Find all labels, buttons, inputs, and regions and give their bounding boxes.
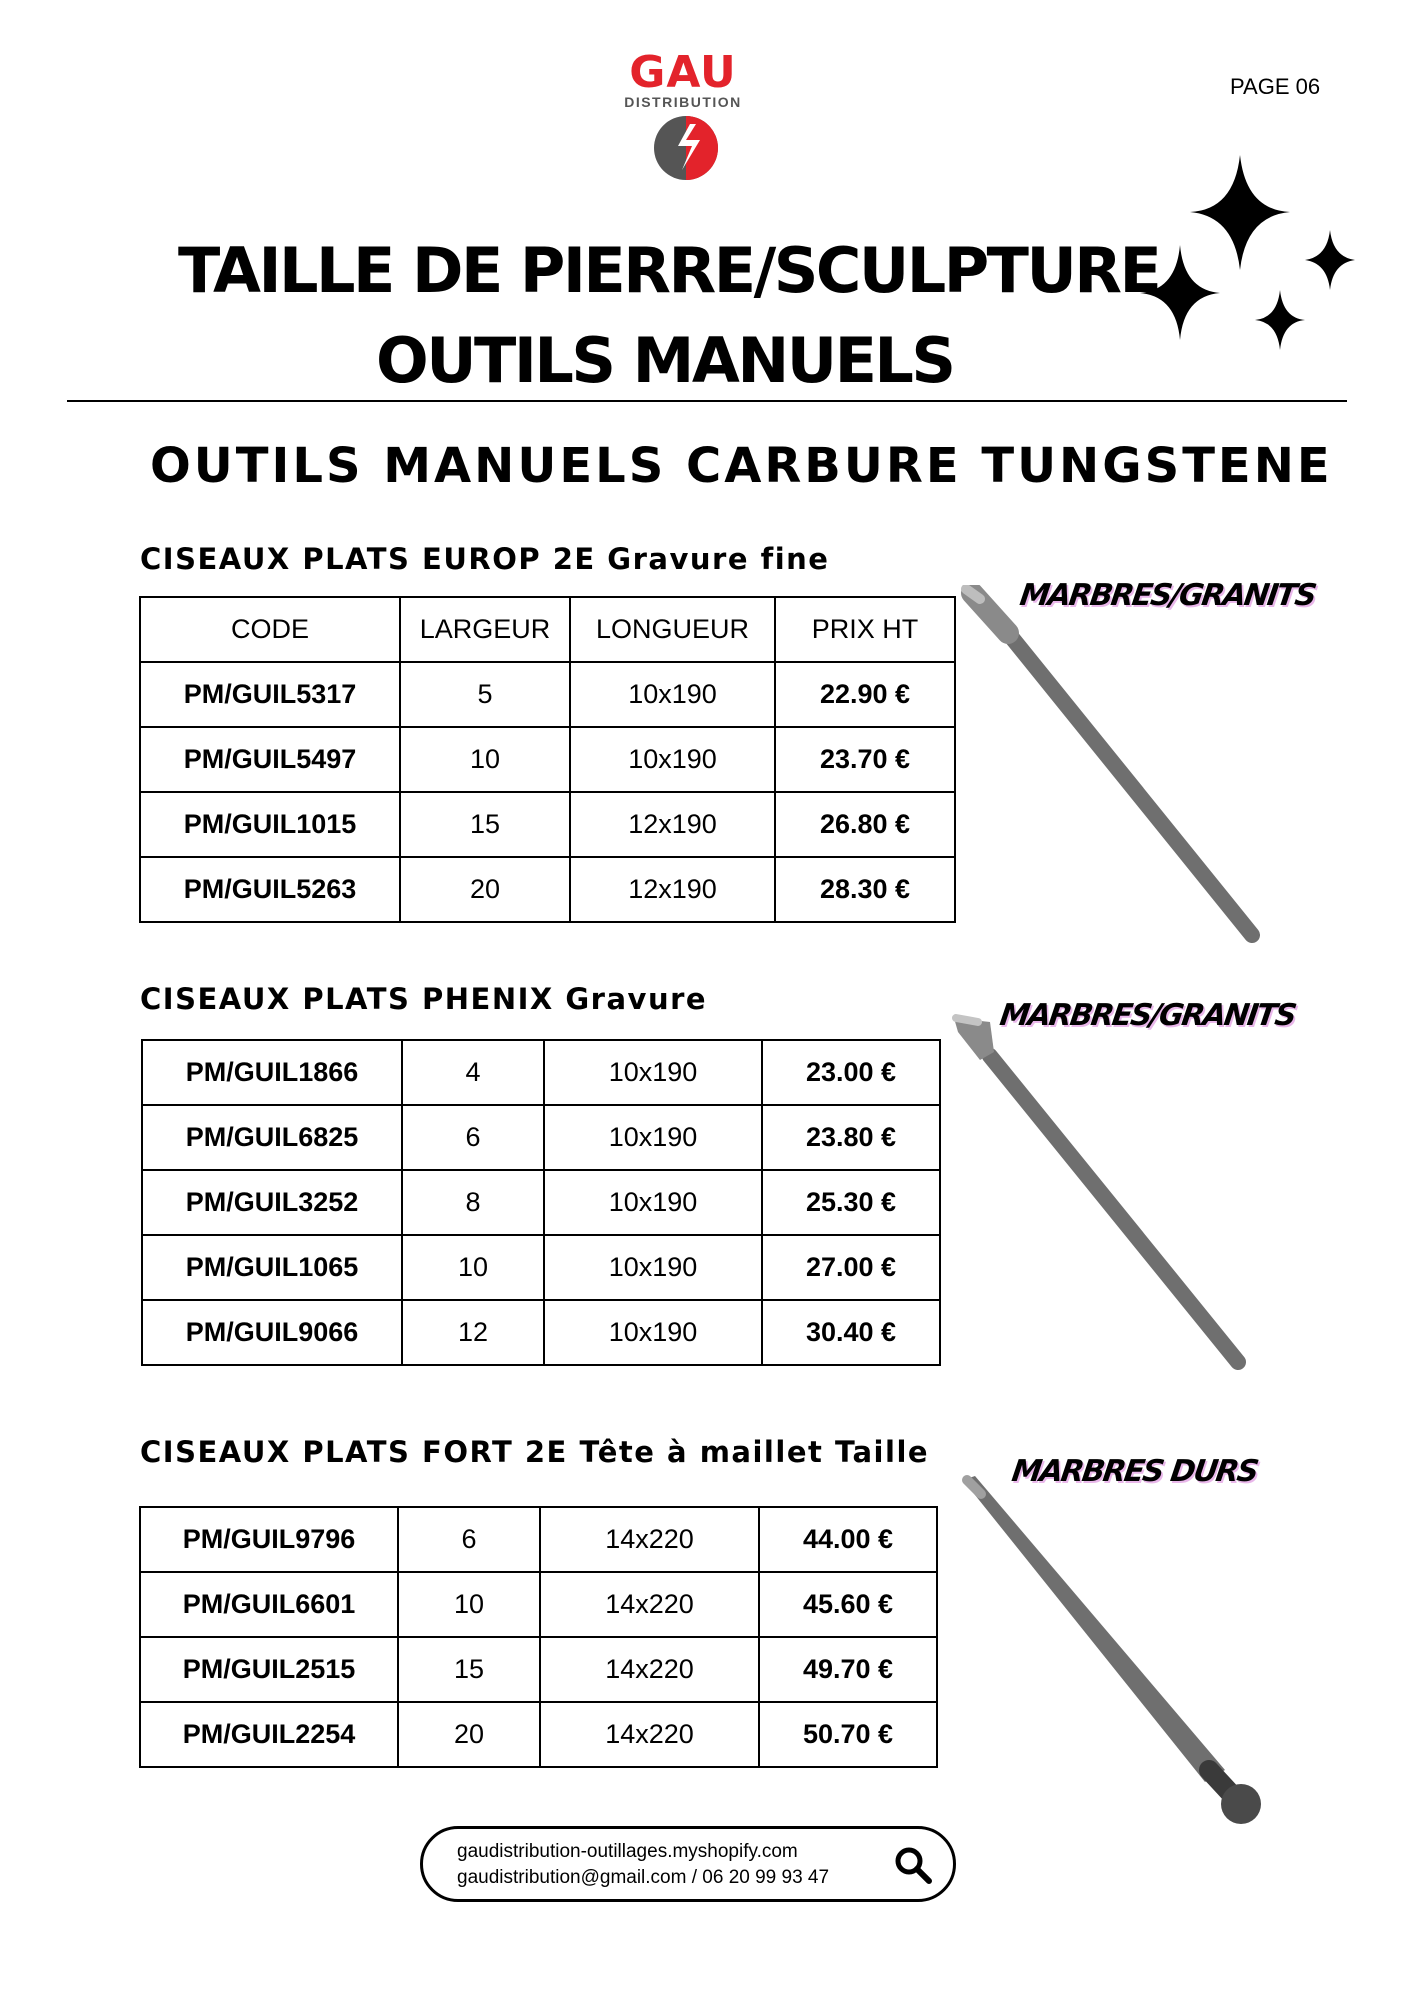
group-title-phenix: CISEAUX PLATS PHENIX Gravure — [140, 982, 708, 1016]
chisel-europ-image — [960, 585, 1260, 955]
search-icon[interactable] — [893, 1845, 933, 1885]
table-row — [140, 1637, 937, 1702]
product-code: PM/GUIL6825 — [142, 1105, 402, 1170]
product-code: PM/GUIL6601 — [140, 1572, 398, 1637]
product-largeur: 6 — [398, 1507, 540, 1572]
product-code: PM/GUIL5263 — [140, 857, 400, 922]
price-table-phenix — [141, 1039, 941, 1366]
chisel-phenix-image — [950, 1012, 1250, 1382]
product-largeur: 15 — [400, 792, 570, 857]
product-longueur: 10x190 — [544, 1105, 762, 1170]
table-row — [140, 857, 955, 922]
table-row — [142, 1040, 940, 1105]
product-price: 23.80 € — [762, 1105, 940, 1170]
product-price: 45.60 € — [759, 1572, 937, 1637]
product-price: 25.30 € — [762, 1170, 940, 1235]
page-title-line2: OUTILS MANUELS — [376, 324, 954, 397]
product-code: PM/GUIL1015 — [140, 792, 400, 857]
contact-info: gaudistribution@gmail.com / 06 20 99 93 47 — [457, 1867, 830, 1888]
product-code: PM/GUIL3252 — [142, 1170, 402, 1235]
product-price: 23.70 € — [775, 727, 955, 792]
product-code: PM/GUIL5317 — [140, 662, 400, 727]
price-table-europ — [139, 596, 956, 923]
column-header-longueur: LONGUEUR — [570, 597, 775, 662]
table-row — [140, 662, 955, 727]
column-header-code: CODE — [140, 597, 400, 662]
product-largeur: 5 — [400, 662, 570, 727]
product-price: 50.70 € — [759, 1702, 937, 1767]
product-price: 28.30 € — [775, 857, 955, 922]
material-label-phenix: MARBRES/GRANITS — [997, 998, 1298, 1033]
brand-subtitle: DISTRIBUTION — [624, 94, 742, 110]
table-row — [142, 1105, 940, 1170]
product-largeur: 8 — [402, 1170, 544, 1235]
product-code: PM/GUIL2515 — [140, 1637, 398, 1702]
table-row — [140, 1572, 937, 1637]
product-longueur: 12x190 — [570, 857, 775, 922]
product-code: PM/GUIL1065 — [142, 1235, 402, 1300]
group-title-europ: CISEAUX PLATS EUROP 2E Gravure fine — [140, 542, 830, 576]
product-largeur: 6 — [402, 1105, 544, 1170]
material-label-europ: MARBRES/GRANITS — [1017, 578, 1318, 613]
column-header-largeur: LARGEUR — [400, 597, 570, 662]
product-code: PM/GUIL2254 — [140, 1702, 398, 1767]
product-longueur: 12x190 — [570, 792, 775, 857]
product-largeur: 15 — [398, 1637, 540, 1702]
material-label-fort: MARBRES DURS — [1009, 1454, 1260, 1489]
section-heading: OUTILS MANUELS CARBURE TUNGSTENE — [150, 438, 1333, 494]
product-price: 44.00 € — [759, 1507, 937, 1572]
price-table-fort — [139, 1506, 938, 1768]
product-largeur: 10 — [398, 1572, 540, 1637]
group-title-fort: CISEAUX PLATS FORT 2E Tête à maillet Taille — [140, 1435, 930, 1469]
product-largeur: 10 — [400, 727, 570, 792]
product-price: 27.00 € — [762, 1235, 940, 1300]
product-price: 26.80 € — [775, 792, 955, 857]
table-row — [142, 1235, 940, 1300]
product-largeur: 12 — [402, 1300, 544, 1365]
page-title-line1: TAILLE DE PIERRE/SCULPTURE — [178, 234, 1160, 307]
footer-contact-pill — [420, 1826, 956, 1902]
product-code: PM/GUIL5497 — [140, 727, 400, 792]
product-largeur: 10 — [402, 1235, 544, 1300]
table-row — [140, 792, 955, 857]
product-price: 22.90 € — [775, 662, 955, 727]
table-row — [140, 1702, 937, 1767]
product-longueur: 10x190 — [544, 1170, 762, 1235]
table-row — [140, 1507, 937, 1572]
product-longueur: 10x190 — [544, 1235, 762, 1300]
product-longueur: 10x190 — [544, 1040, 762, 1105]
chisel-fort-image — [955, 1470, 1275, 1830]
brand-name: GAU — [629, 47, 737, 98]
product-price: 49.70 € — [759, 1637, 937, 1702]
product-price: 30.40 € — [762, 1300, 940, 1365]
website-link[interactable]: gaudistribution-outillages.myshopify.com — [457, 1841, 798, 1862]
product-longueur: 14x220 — [540, 1507, 759, 1572]
product-code: PM/GUIL1866 — [142, 1040, 402, 1105]
table-row — [140, 727, 955, 792]
brand-logo — [612, 47, 762, 190]
product-code: PM/GUIL9796 — [140, 1507, 398, 1572]
column-header-prix: PRIX HT — [775, 597, 955, 662]
product-longueur: 14x220 — [540, 1637, 759, 1702]
product-longueur: 14x220 — [540, 1572, 759, 1637]
product-price: 23.00 € — [762, 1040, 940, 1105]
product-code: PM/GUIL9066 — [142, 1300, 402, 1365]
table-row — [142, 1170, 940, 1235]
product-largeur: 20 — [398, 1702, 540, 1767]
page-number: PAGE 06 — [1230, 74, 1321, 99]
product-longueur: 10x190 — [570, 727, 775, 792]
product-largeur: 4 — [402, 1040, 544, 1105]
product-longueur: 10x190 — [544, 1300, 762, 1365]
product-longueur: 14x220 — [540, 1702, 759, 1767]
product-largeur: 20 — [400, 857, 570, 922]
table-row — [142, 1300, 940, 1365]
table-header-row — [140, 597, 955, 662]
brand-mark-icon — [652, 114, 720, 182]
product-longueur: 10x190 — [570, 662, 775, 727]
sparkles-icon — [1140, 150, 1360, 360]
title-divider — [67, 400, 1347, 402]
